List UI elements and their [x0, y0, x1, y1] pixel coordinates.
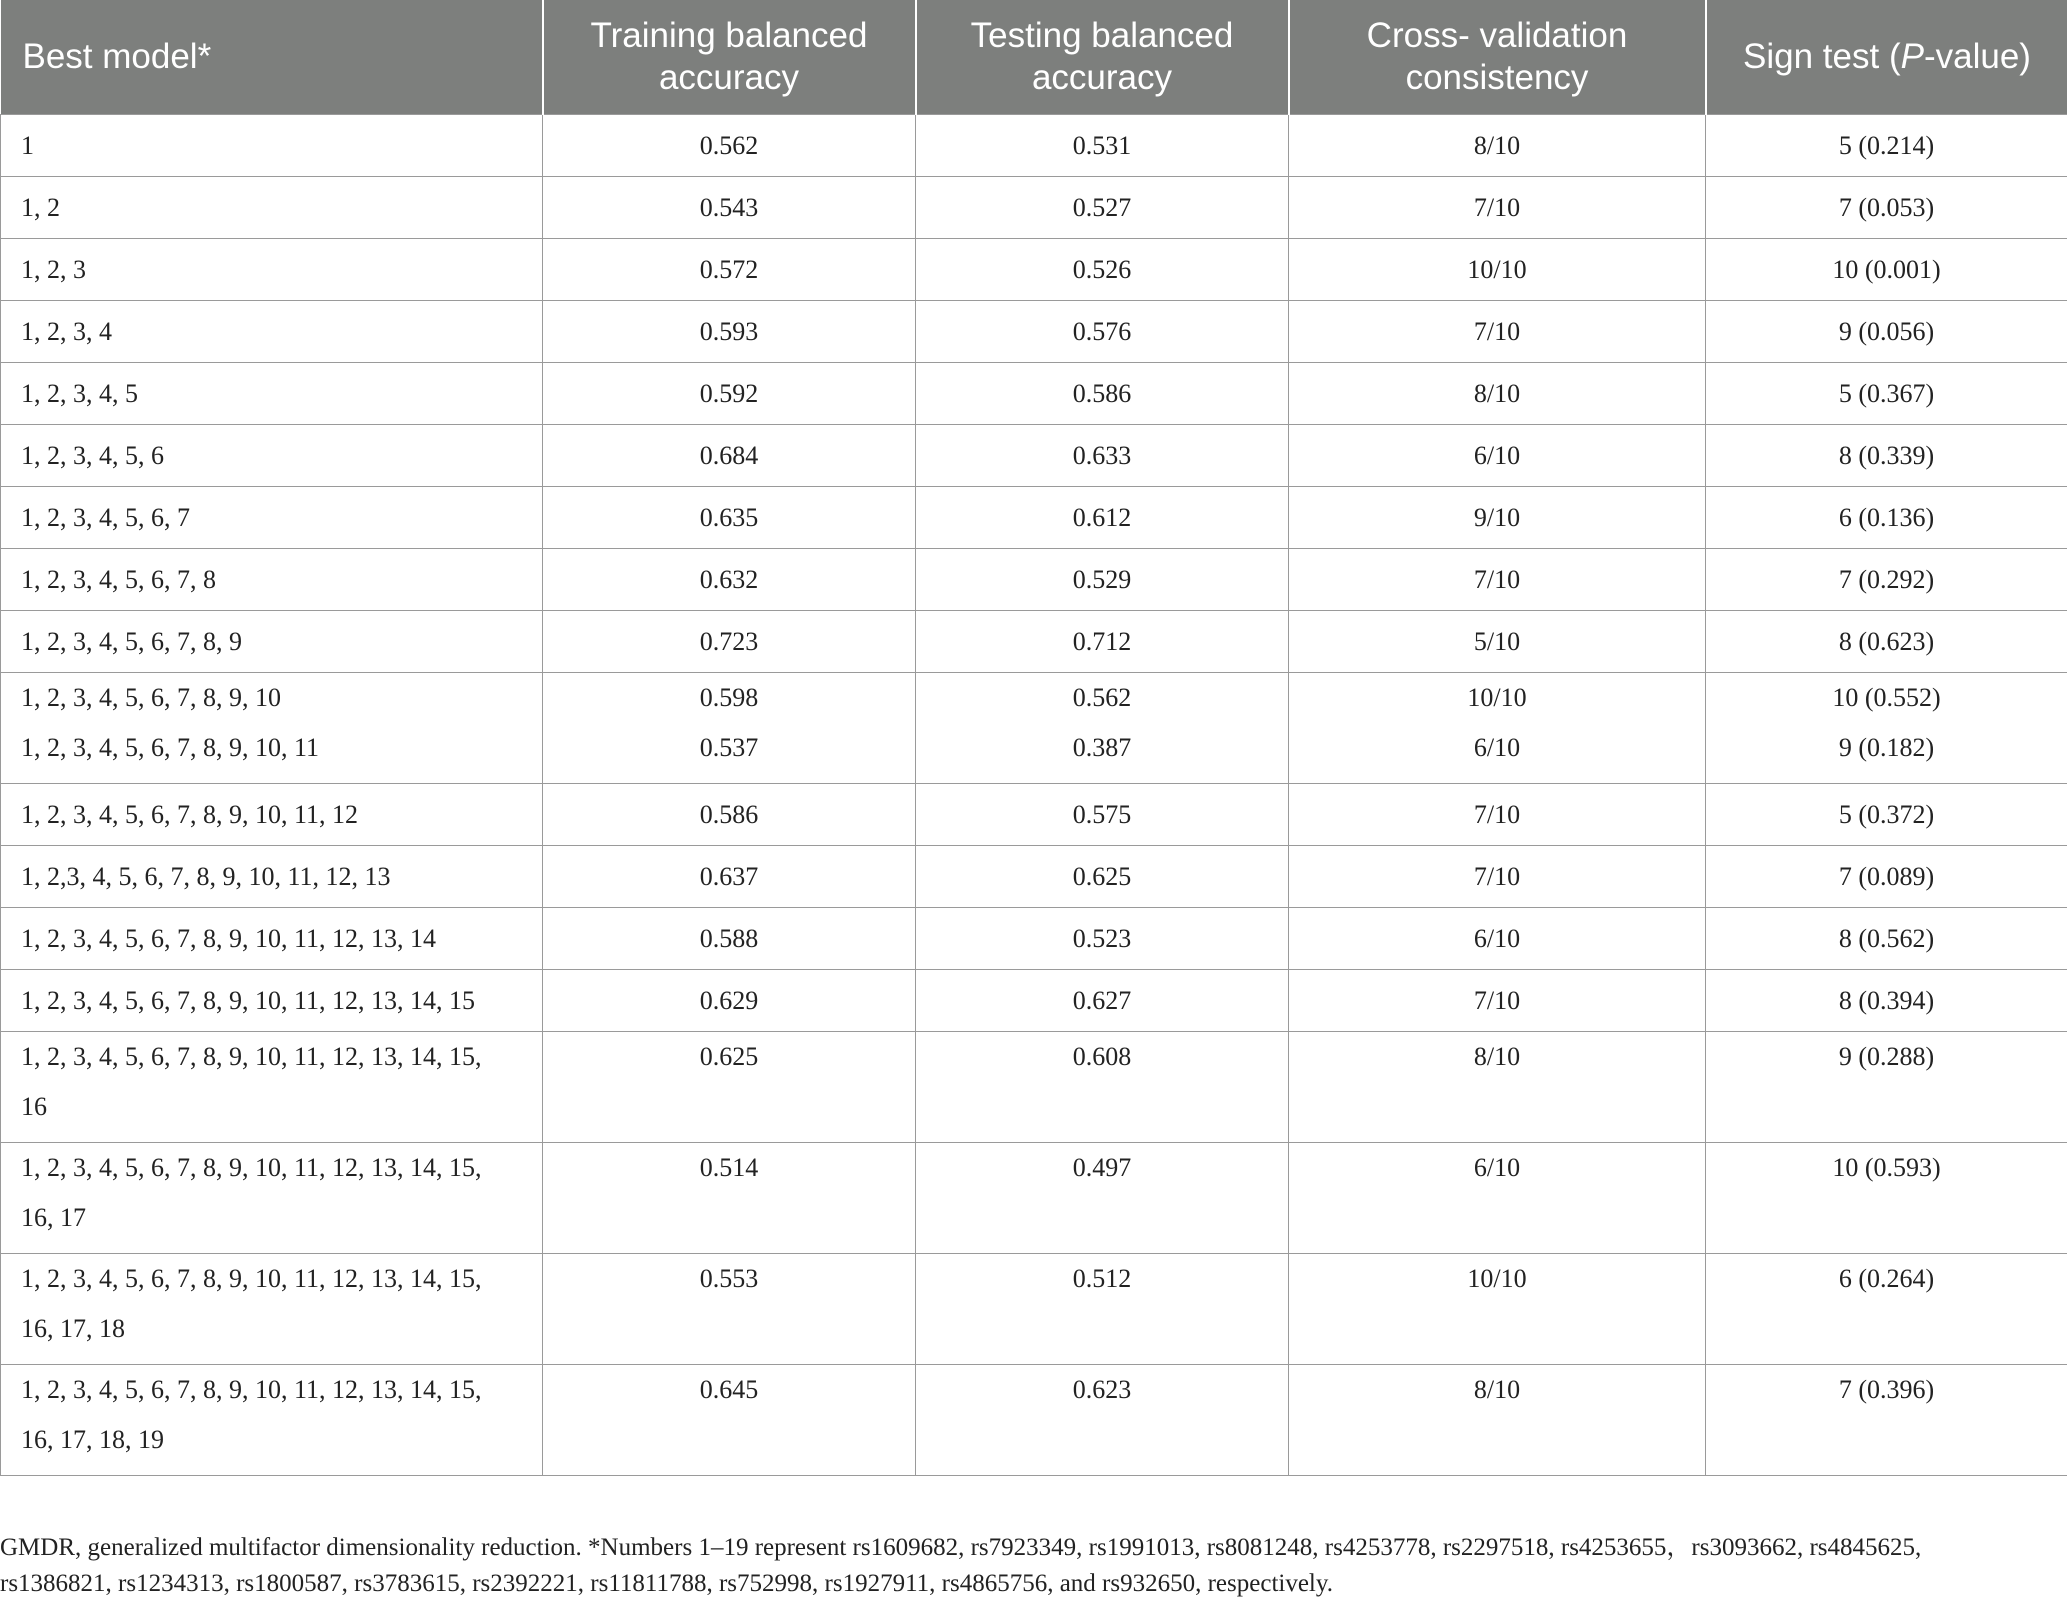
cell-sign-test — [1706, 362, 2067, 424]
cell-cv-consistency — [1289, 845, 1706, 907]
table-row — [1, 114, 2067, 176]
cell-training-accuracy-text: 0.537 — [699, 732, 759, 762]
cell-sign-test — [1706, 783, 2067, 845]
cell-cv-consistency — [1289, 176, 1706, 238]
cell-sign-test-text: 9 (0.182) — [1838, 732, 1935, 762]
cell-testing-accuracy-text: 0.562 — [1072, 682, 1132, 712]
cell-cv-consistency-text: 10/10 — [1467, 1263, 1527, 1293]
cell-testing-accuracy — [916, 548, 1289, 610]
cell-testing-accuracy-text: 0.575 — [1072, 799, 1132, 829]
cell-testing-accuracy — [916, 1142, 1289, 1253]
cell-training-accuracy — [543, 1253, 916, 1364]
cell-best-model — [1, 1142, 543, 1253]
cell-training-accuracy-text: 0.588 — [699, 923, 759, 953]
cell-training-accuracy — [543, 176, 916, 238]
cell-testing-accuracy — [916, 783, 1289, 845]
cell-sign-test — [1706, 548, 2067, 610]
cell-best-model-text: 1, 2, 3, 4, 5, 6, 7, 8, 9, 10, 11, 12, 13, 14, 15, — [21, 1152, 482, 1182]
cell-testing-accuracy-text: 0.531 — [1072, 130, 1132, 160]
cell-best-model-text: 16, 17 — [21, 1202, 86, 1232]
cell-best-model — [1, 362, 543, 424]
cell-training-accuracy-text: 0.684 — [699, 440, 759, 470]
cell-best-model — [1, 1031, 543, 1142]
table-row — [1, 610, 2067, 672]
cell-cv-consistency-text: 7/10 — [1473, 192, 1521, 222]
cell-training-accuracy-text: 0.635 — [699, 502, 759, 532]
cell-training-accuracy — [543, 114, 916, 176]
cell-sign-test-text: 10 (0.593) — [1832, 1152, 1941, 1182]
cell-sign-test-text: 5 (0.214) — [1838, 130, 1935, 160]
cell-testing-accuracy — [916, 176, 1289, 238]
cell-best-model — [1, 1253, 543, 1364]
cell-testing-accuracy — [916, 1253, 1289, 1364]
cell-sign-test — [1706, 114, 2067, 176]
cell-training-accuracy-text: 0.562 — [699, 130, 759, 160]
cell-training-accuracy-text: 0.593 — [699, 316, 759, 346]
cell-sign-test — [1706, 424, 2067, 486]
cell-testing-accuracy-text: 0.529 — [1072, 564, 1132, 594]
cell-training-accuracy-text: 0.514 — [699, 1152, 759, 1182]
cell-training-accuracy — [543, 907, 916, 969]
cell-sign-test — [1706, 486, 2067, 548]
cell-best-model — [1, 1364, 543, 1475]
cell-best-model-text: 16, 17, 18 — [21, 1313, 125, 1343]
cell-cv-consistency — [1289, 783, 1706, 845]
cell-best-model-text: 1, 2, 3, 4, 5, 6, 7, 8, 9, 10, 11, 12, 13, 14, 15, — [21, 1374, 482, 1404]
table-row — [1, 1364, 2067, 1475]
cell-sign-test — [1706, 1364, 2067, 1475]
cell-sign-test-text: 10 (0.552) — [1832, 682, 1941, 712]
cell-cv-consistency-text: 10/10 — [1467, 682, 1527, 712]
cell-best-model-text: 1, 2, 3, 4, 5, 6, 7 — [21, 502, 190, 532]
cell-best-model — [1, 114, 543, 176]
cell-testing-accuracy — [916, 907, 1289, 969]
footnote-line-2: rs1386821, rs1234313, rs1800587, rs3783615, rs2392221, rs11811788, rs752998, rs1927911, rs4865756, and rs932650, respectively. — [0, 1570, 1334, 1597]
cell-testing-accuracy-text: 0.576 — [1072, 316, 1132, 346]
cell-cv-consistency-text: 6/10 — [1473, 923, 1521, 953]
cell-cv-consistency — [1289, 114, 1706, 176]
header-best-model: Best model* — [1, 0, 543, 114]
cell-sign-test — [1706, 969, 2067, 1031]
cell-cv-consistency — [1289, 1142, 1706, 1253]
cell-testing-accuracy — [916, 969, 1289, 1031]
table-row — [1, 672, 2067, 783]
cell-best-model — [1, 907, 543, 969]
header-testing-accuracy: Testing balanced accuracy — [916, 0, 1289, 114]
cell-sign-test-text: 7 (0.053) — [1838, 192, 1935, 222]
table-row — [1, 548, 2067, 610]
cell-best-model-text: 1, 2, 3, 4, 5, 6, 7, 8, 9, 10 — [21, 682, 281, 712]
cell-training-accuracy-text: 0.543 — [699, 192, 759, 222]
cell-best-model-text: 1, 2 — [21, 192, 60, 222]
cell-sign-test — [1706, 1142, 2067, 1253]
cell-testing-accuracy-text: 0.612 — [1072, 502, 1132, 532]
cell-training-accuracy — [543, 783, 916, 845]
cell-best-model — [1, 969, 543, 1031]
cell-training-accuracy-text: 0.629 — [699, 985, 759, 1015]
cell-cv-consistency-text: 8/10 — [1473, 130, 1521, 160]
cell-best-model — [1, 548, 543, 610]
cell-training-accuracy-text: 0.625 — [699, 1041, 759, 1071]
table-row — [1, 1253, 2067, 1364]
cell-cv-consistency — [1289, 424, 1706, 486]
cell-best-model-text: 1, 2, 3, 4, 5, 6, 7, 8 — [21, 564, 216, 594]
table-row — [1, 969, 2067, 1031]
cell-best-model-text: 1, 2, 3, 4, 5, 6, 7, 8, 9, 10, 11 — [21, 732, 320, 762]
table-row — [1, 907, 2067, 969]
cell-sign-test-text: 8 (0.623) — [1838, 626, 1935, 656]
table-row — [1, 1031, 2067, 1142]
cell-sign-test-text: 7 (0.396) — [1838, 1374, 1935, 1404]
cell-best-model-text: 1, 2, 3, 4, 5 — [21, 378, 138, 408]
cell-cv-consistency-text: 8/10 — [1473, 378, 1521, 408]
footnote-line-1: GMDR, generalized multifactor dimensionality reduction. *Numbers 1–19 represent rs1609682, rs7923349, rs1991013, rs8081248, rs4253778, rs2297518, rs4253655，rs3093662, rs4845625, — [0, 1534, 1922, 1561]
cell-testing-accuracy — [916, 1364, 1289, 1475]
cell-best-model-text: 1, 2, 3, 4, 5, 6, 7, 8, 9, 10, 11, 12, 13, 14 — [21, 923, 437, 953]
cell-testing-accuracy-text: 0.527 — [1072, 192, 1132, 222]
cell-best-model — [1, 610, 543, 672]
cell-training-accuracy — [543, 424, 916, 486]
cell-best-model — [1, 845, 543, 907]
cell-testing-accuracy — [916, 845, 1289, 907]
cell-sign-test-text: 7 (0.292) — [1838, 564, 1935, 594]
cell-testing-accuracy — [916, 672, 1289, 783]
cell-training-accuracy — [543, 969, 916, 1031]
header-cv-consistency: Cross- validation consistency — [1289, 0, 1706, 114]
cell-sign-test-text: 6 (0.136) — [1838, 502, 1935, 532]
cell-testing-accuracy-text: 0.523 — [1072, 923, 1132, 953]
cell-testing-accuracy — [916, 610, 1289, 672]
cell-sign-test-text: 5 (0.367) — [1838, 378, 1935, 408]
table-row — [1, 1142, 2067, 1253]
cell-sign-test — [1706, 845, 2067, 907]
cell-cv-consistency — [1289, 1364, 1706, 1475]
cell-testing-accuracy-text: 0.526 — [1072, 254, 1132, 284]
cell-cv-consistency — [1289, 969, 1706, 1031]
table-row — [1, 300, 2067, 362]
table-row — [1, 845, 2067, 907]
cell-cv-consistency — [1289, 238, 1706, 300]
cell-testing-accuracy-text: 0.512 — [1072, 1263, 1132, 1293]
cell-training-accuracy — [543, 1142, 916, 1253]
cell-sign-test-text: 7 (0.089) — [1838, 861, 1935, 891]
cell-training-accuracy — [543, 1031, 916, 1142]
cell-sign-test-text: 8 (0.562) — [1838, 923, 1935, 953]
cell-sign-test-text: 10 (0.001) — [1832, 254, 1941, 284]
table-row — [1, 424, 2067, 486]
cell-sign-test — [1706, 300, 2067, 362]
cell-sign-test — [1706, 1031, 2067, 1142]
cell-cv-consistency-text: 5/10 — [1473, 626, 1521, 656]
cell-best-model — [1, 486, 543, 548]
cell-training-accuracy — [543, 362, 916, 424]
cell-best-model-text: 1, 2, 3 — [21, 254, 86, 284]
cell-training-accuracy-text: 0.572 — [699, 254, 759, 284]
cell-testing-accuracy-text: 0.712 — [1072, 626, 1132, 656]
header-sign-test: Sign test (P-value) — [1706, 0, 2067, 114]
cell-sign-test-text: 5 (0.372) — [1838, 799, 1935, 829]
table-row — [1, 783, 2067, 845]
cell-training-accuracy — [543, 610, 916, 672]
cell-cv-consistency — [1289, 486, 1706, 548]
cell-best-model-text: 1, 2, 3, 4, 5, 6, 7, 8, 9, 10, 11, 12, 13, 14, 15, — [21, 1263, 482, 1293]
cell-training-accuracy-text: 0.553 — [699, 1263, 759, 1293]
cell-best-model-text: 1, 2,3, 4, 5, 6, 7, 8, 9, 10, 11, 12, 13 — [21, 861, 391, 891]
cell-testing-accuracy-text: 0.608 — [1072, 1041, 1132, 1071]
cell-cv-consistency — [1289, 362, 1706, 424]
cell-sign-test — [1706, 1253, 2067, 1364]
cell-best-model-text: 16 — [21, 1091, 47, 1121]
cell-testing-accuracy — [916, 486, 1289, 548]
cell-cv-consistency-text: 7/10 — [1473, 799, 1521, 829]
table-row — [1, 176, 2067, 238]
cell-training-accuracy-text: 0.592 — [699, 378, 759, 408]
cell-training-accuracy — [543, 1364, 916, 1475]
header-training-accuracy: Training balanced accuracy — [543, 0, 916, 114]
table-row — [1, 486, 2067, 548]
table-row — [1, 238, 2067, 300]
cell-training-accuracy — [543, 486, 916, 548]
cell-testing-accuracy — [916, 362, 1289, 424]
cell-training-accuracy-text: 0.723 — [699, 626, 759, 656]
cell-best-model — [1, 424, 543, 486]
cell-cv-consistency — [1289, 548, 1706, 610]
cell-cv-consistency-text: 6/10 — [1473, 440, 1521, 470]
cell-testing-accuracy-text: 0.633 — [1072, 440, 1132, 470]
cell-training-accuracy — [543, 548, 916, 610]
cell-best-model-text: 16, 17, 18, 19 — [21, 1424, 164, 1454]
cell-cv-consistency-text: 7/10 — [1473, 861, 1521, 891]
cell-training-accuracy-text: 0.637 — [699, 861, 759, 891]
cell-cv-consistency — [1289, 1031, 1706, 1142]
cell-training-accuracy-text: 0.586 — [699, 799, 759, 829]
cell-training-accuracy-text: 0.598 — [699, 682, 759, 712]
table-row — [1, 362, 2067, 424]
cell-best-model — [1, 672, 543, 783]
cell-cv-consistency — [1289, 300, 1706, 362]
cell-testing-accuracy — [916, 114, 1289, 176]
cell-best-model-text: 1 — [21, 130, 34, 160]
cell-testing-accuracy-text: 0.623 — [1072, 1374, 1132, 1404]
cell-best-model-text: 1, 2, 3, 4 — [21, 316, 112, 346]
cell-cv-consistency — [1289, 610, 1706, 672]
cell-sign-test — [1706, 610, 2067, 672]
cell-cv-consistency-text: 9/10 — [1473, 502, 1521, 532]
cell-cv-consistency — [1289, 672, 1706, 783]
cell-testing-accuracy — [916, 424, 1289, 486]
cell-training-accuracy — [543, 238, 916, 300]
table-body — [1, 114, 2067, 1475]
cell-testing-accuracy — [916, 238, 1289, 300]
cell-cv-consistency — [1289, 907, 1706, 969]
cell-best-model — [1, 783, 543, 845]
cell-training-accuracy — [543, 300, 916, 362]
cell-sign-test-text: 6 (0.264) — [1838, 1263, 1935, 1293]
cell-sign-test — [1706, 176, 2067, 238]
cell-cv-consistency-text: 6/10 — [1473, 732, 1521, 762]
cell-testing-accuracy-text: 0.625 — [1072, 861, 1132, 891]
cell-sign-test-text: 9 (0.056) — [1838, 316, 1935, 346]
cell-training-accuracy — [543, 845, 916, 907]
cell-cv-consistency-text: 6/10 — [1473, 1152, 1521, 1182]
cell-cv-consistency-text: 7/10 — [1473, 985, 1521, 1015]
cell-testing-accuracy — [916, 1031, 1289, 1142]
cell-sign-test — [1706, 672, 2067, 783]
cell-cv-consistency-text: 7/10 — [1473, 316, 1521, 346]
cell-sign-test-text: 8 (0.394) — [1838, 985, 1935, 1015]
cell-cv-consistency-text: 8/10 — [1473, 1374, 1521, 1404]
cell-best-model-text: 1, 2, 3, 4, 5, 6, 7, 8, 9, 10, 11, 12, 13, 14, 15, — [21, 1041, 482, 1071]
table-footnote — [0, 1530, 2050, 1602]
cell-best-model-text: 1, 2, 3, 4, 5, 6, 7, 8, 9 — [21, 626, 242, 656]
cell-testing-accuracy-text: 0.586 — [1072, 378, 1132, 408]
cell-cv-consistency-text: 10/10 — [1467, 254, 1527, 284]
cell-best-model — [1, 300, 543, 362]
cell-sign-test-text: 8 (0.339) — [1838, 440, 1935, 470]
cell-best-model — [1, 238, 543, 300]
cell-testing-accuracy — [916, 300, 1289, 362]
cell-training-accuracy — [543, 672, 916, 783]
cell-best-model-text: 1, 2, 3, 4, 5, 6, 7, 8, 9, 10, 11, 12, 13, 14, 15 — [21, 985, 476, 1015]
cell-testing-accuracy-text: 0.627 — [1072, 985, 1132, 1015]
cell-training-accuracy-text: 0.645 — [699, 1374, 759, 1404]
cell-cv-consistency-text: 7/10 — [1473, 564, 1521, 594]
cell-testing-accuracy-text: 0.497 — [1072, 1152, 1132, 1182]
cell-sign-test — [1706, 238, 2067, 300]
cell-training-accuracy-text: 0.632 — [699, 564, 759, 594]
cell-testing-accuracy-text: 0.387 — [1072, 732, 1132, 762]
cell-best-model-text: 1, 2, 3, 4, 5, 6 — [21, 440, 164, 470]
cell-best-model — [1, 176, 543, 238]
cell-cv-consistency — [1289, 1253, 1706, 1364]
cell-cv-consistency-text: 8/10 — [1473, 1041, 1521, 1071]
cell-sign-test-text: 9 (0.288) — [1838, 1041, 1935, 1071]
cell-best-model-text: 1, 2, 3, 4, 5, 6, 7, 8, 9, 10, 11, 12 — [21, 799, 359, 829]
table-header-row — [1, 0, 2067, 114]
cell-sign-test — [1706, 907, 2067, 969]
